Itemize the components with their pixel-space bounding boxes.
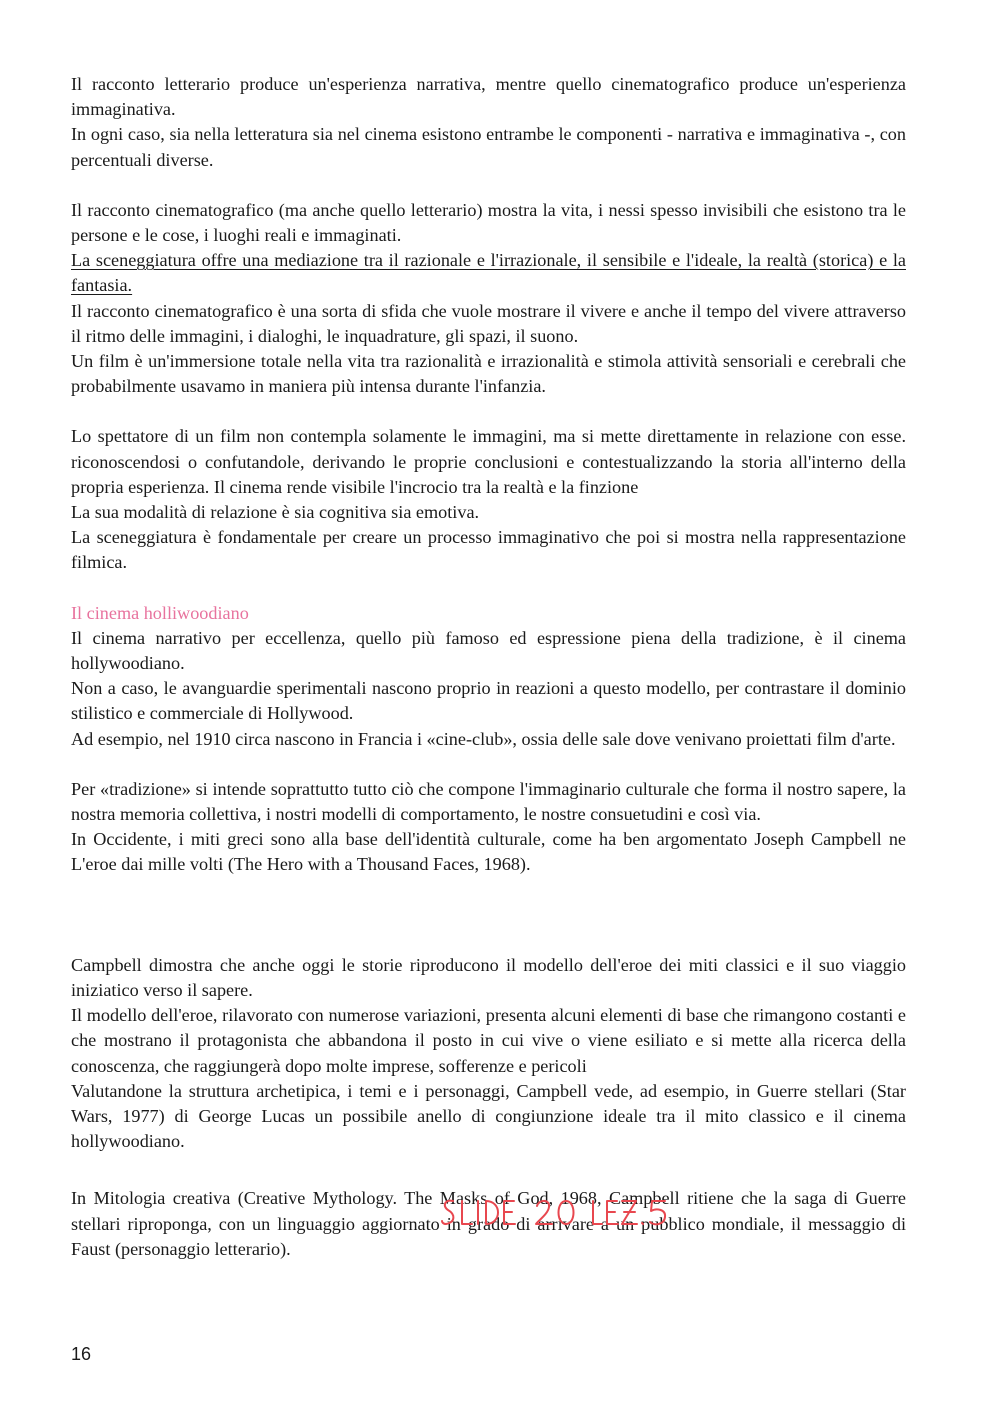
paragraph: In Occidente, i miti greci sono alla base dell'identità culturale, come ha ben argomentato Joseph Campbell ne L'eroe dai mille volti (The Hero with a Thousand Faces, 1968). — [71, 829, 906, 875]
paragraph-spacer — [71, 1170, 906, 1186]
paragraph: La sua modalità di relazione è sia cognitiva sia emotiva. — [71, 502, 480, 523]
paragraph: Un film è un'immersione totale nella vita tra razionalità e irrazionalità e stimola attività sensoriali e cerebrali che probabilmente usavamo in maniera più intensa durante l'infanzia. — [71, 351, 906, 397]
paragraph-spacer — [71, 173, 906, 198]
paragraph-spacer — [71, 878, 906, 953]
paragraph: La sceneggiatura è fondamentale per creare un processo immaginativo che poi si mostra nella rappresentazione filmica. — [71, 527, 906, 573]
paragraph: Lo spettatore di un film non contempla solamente le immagini, ma si mette direttamente in relazione con esse. riconoscendosi o confutandole, derivando le proprie conclusioni e contestualizzando la storia all'interno della propria esperienza. Il cinema rende visibile l'incrocio tra la realtà e la finzione — [71, 426, 906, 497]
paragraph: Il racconto cinematografico (ma anche quello letterario) mostra la vita, i nessi spesso invisibili che esistono tra le persone e le cose, i luoghi reali e immaginati. — [71, 199, 906, 246]
paragraph: In Mitologia creativa (Creative Mythology. The Masks of God, 1968, Campbell ritiene che la saga di Guerre stellari riproponga, con un linguaggio aggiornato in grado di arrivare a un pubblico mondiale, il messaggio di Faust (personaggio letterario). — [71, 1188, 906, 1259]
paragraph-spacer — [71, 752, 906, 777]
document-page — [71, 72, 906, 1262]
page-number: 16 — [71, 1344, 92, 1364]
paragraph: Il cinema narrativo per eccellenza, quello più famoso ed espressione piena della tradizione, è il cinema hollywoodiano. — [71, 627, 906, 674]
underlined-paragraph: La sceneggiatura offre una mediazione tra il razionale e l'irrazionale, il sensibile e l'ideale, la realtà (storica) e la fantasia. — [71, 250, 906, 296]
handwritten-note — [440, 1196, 680, 1232]
paragraph: Ad esempio, nel 1910 circa nascono in Francia i «cine-club», ossia delle sale dove venivano proiettati film d'arte. — [71, 728, 896, 749]
section-heading: Il cinema holliwoodiano — [71, 602, 249, 623]
paragraph: Il modello dell'eroe, rilavorato con numerose variazioni, presenta alcuni elementi di base che rimangono costanti e che mostrano il protagonista che abbandona il posto in cui vive o viene esiliato e si mette alla ricerca della conoscenza, che raggiungerà dopo molte imprese, sofferenze e pericoli — [71, 1005, 906, 1076]
paragraph: Valutandone la struttura archetipica, i temi e i personaggi, Campbell vede, ad esempio, in Guerre stellari (Star Wars, 1977) di George Lucas un possibile anello di congiunzione ideale tra il mito classico e il cinema hollywoodiano. — [71, 1080, 906, 1152]
paragraph-spacer — [71, 1154, 906, 1170]
paragraph: Per «tradizione» si intende soprattutto tutto ciò che compone l'immaginario culturale che forma il nostro sapere, la nostra memoria collettiva, i nostri modelli di comportamento, le nostre consuetudini e così via. — [71, 778, 906, 825]
paragraph: Il racconto letterario produce un'esperienza narrativa, mentre quello cinematografico produce un'esperienza immaginativa. — [71, 74, 906, 120]
paragraph: Campbell dimostra che anche oggi le storie riproducono il modello dell'eroe dei miti classici e il suo viaggio iniziatico verso il sapere. — [71, 954, 906, 1000]
paragraph: Il racconto cinematografico è una sorta di sfida che vuole mostrare il vivere e anche il tempo del vivere attraverso il ritmo delle immagini, i dialoghi, le inquadrature, gli spazi, il suono. — [71, 300, 906, 346]
paragraph-spacer — [71, 576, 906, 601]
paragraph-spacer — [71, 399, 906, 424]
paragraph: Non a caso, le avanguardie sperimentali nascono proprio in reazioni a questo modello, per contrastare il dominio stilistico e commerciale di Hollywood. — [71, 678, 906, 724]
paragraph: In ogni caso, sia nella letteratura sia nel cinema esistono entrambe le componenti - narrativa e immaginativa -, con percentuali diverse. — [71, 124, 906, 170]
